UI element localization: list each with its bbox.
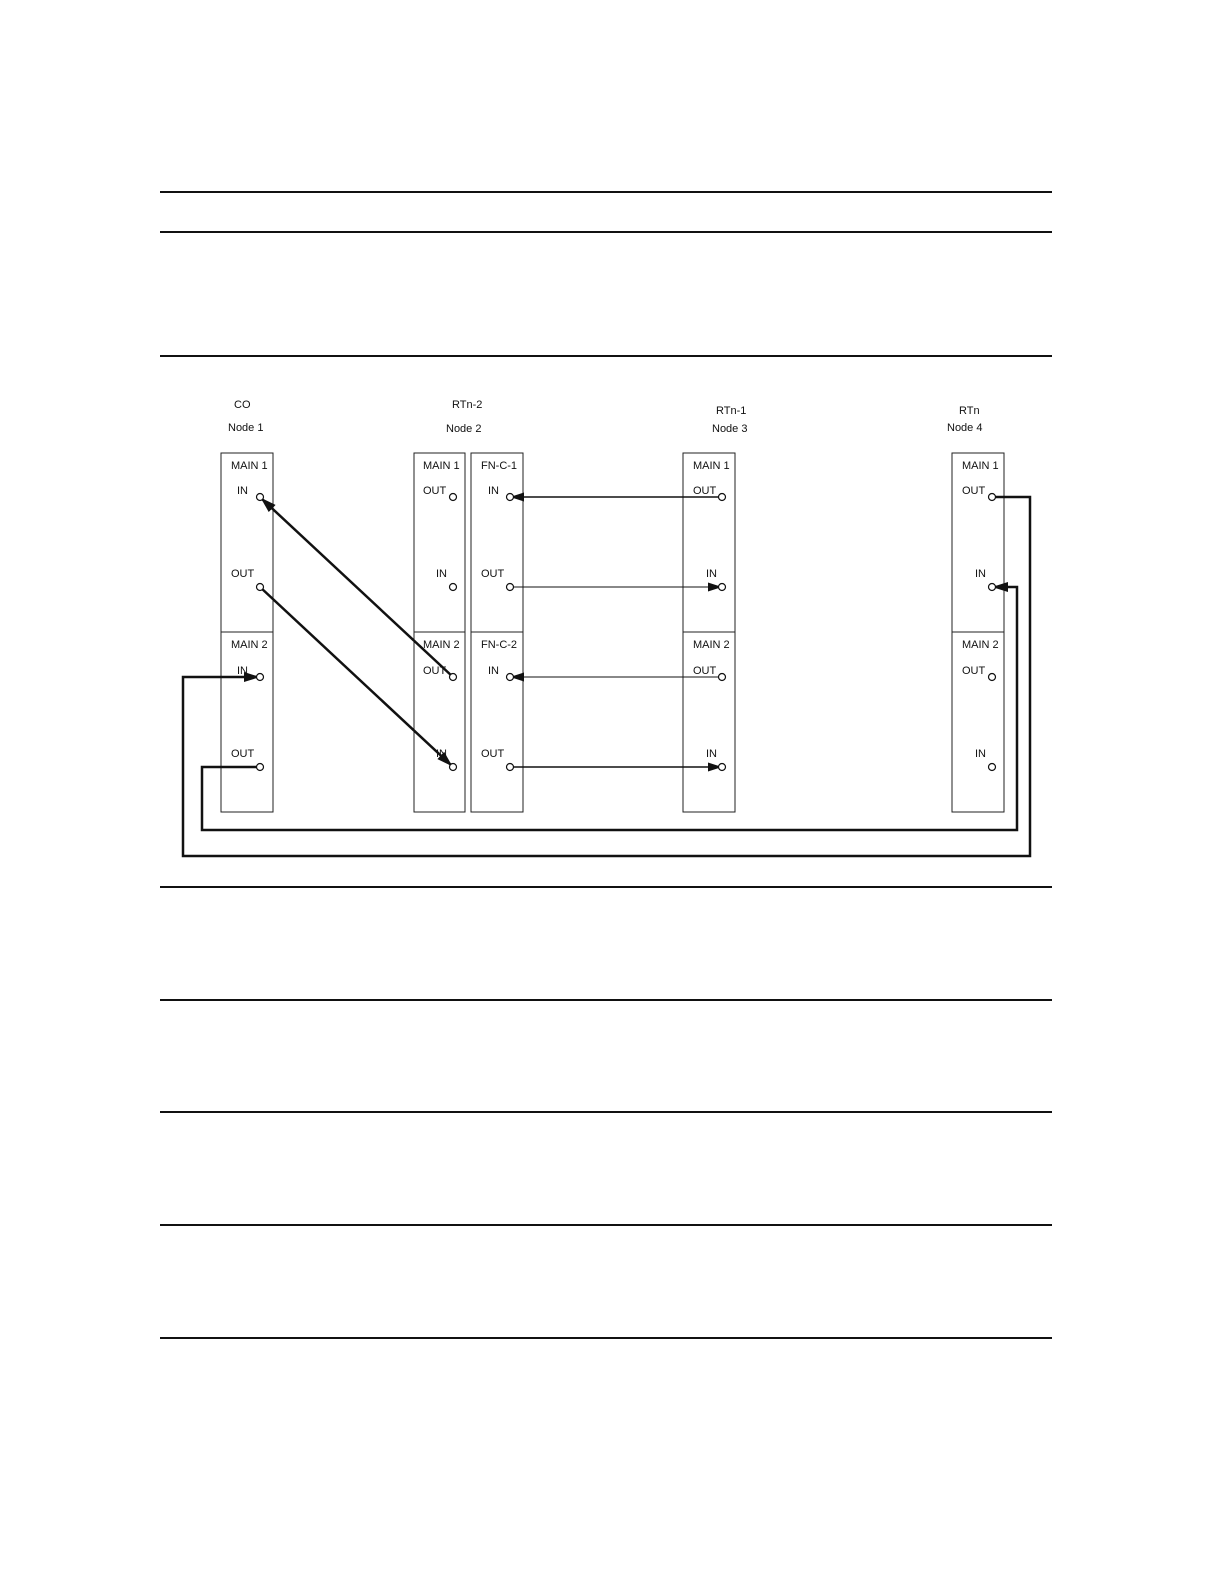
- port-node3-main1-out: [719, 494, 726, 501]
- node3-main1-in-label: IN: [706, 568, 717, 580]
- node2-fnc1-out-label: OUT: [481, 568, 505, 580]
- node1-main1-card: [221, 453, 273, 632]
- node1-site-label: CO: [234, 399, 251, 411]
- port-node2-fnc2-in: [507, 674, 514, 681]
- node4-site-label: RTn: [959, 405, 980, 417]
- port-node2-main2-in: [450, 764, 457, 771]
- node1-main1-in-label: IN: [237, 485, 248, 497]
- node2-main1-out-label: OUT: [423, 485, 447, 497]
- node2-fnc2-label: FN-C-2: [481, 639, 518, 651]
- port-node4-main1-out: [989, 494, 996, 501]
- node2-fnc2-card: [471, 632, 523, 812]
- node3-main2-out-label: OUT: [693, 665, 717, 677]
- node3-main1-out-label: OUT: [693, 485, 717, 497]
- node4-main1-label: MAIN 1: [962, 460, 999, 472]
- node2-site-label: RTn-2: [452, 399, 483, 411]
- port-node3-main2-out: [719, 674, 726, 681]
- node2-main1-card: [414, 453, 465, 632]
- port-node4-main2-out: [989, 674, 996, 681]
- node1-main2-card: [221, 632, 273, 812]
- node1-main2-out-label: OUT: [231, 748, 255, 760]
- node2-main1-in-label: IN: [436, 568, 447, 580]
- port-node2-main2-out: [450, 674, 457, 681]
- port-node1-main2-in: [257, 674, 264, 681]
- node1-main1-out-label: OUT: [231, 568, 255, 580]
- node2-main1-label: MAIN 1: [423, 460, 460, 472]
- port-node4-main1-in: [989, 584, 996, 591]
- node4-main2-card: [952, 632, 1004, 812]
- port-node3-main1-in: [719, 584, 726, 591]
- port-markers: [257, 494, 996, 771]
- port-node1-main2-out: [257, 764, 264, 771]
- port-node2-fnc2-out: [507, 764, 514, 771]
- node2-main2-in-label: IN: [436, 748, 447, 760]
- node4-main2-label: MAIN 2: [962, 639, 999, 651]
- node4-main1-in-label: IN: [975, 568, 986, 580]
- node3-site-label: RTn-1: [716, 405, 747, 417]
- node1-main2-label: MAIN 2: [231, 639, 268, 651]
- port-node1-main1-in: [257, 494, 264, 501]
- port-node4-main2-in: [989, 764, 996, 771]
- node3-main2-card: [683, 632, 735, 812]
- node4-number-label: Node 4: [947, 422, 983, 434]
- node3-main2-in-label: IN: [706, 748, 717, 760]
- node2-number-label: Node 2: [446, 423, 482, 435]
- node2-fnc2-out-label: OUT: [481, 748, 505, 760]
- link-n2-main2-out-to-n1-main1-in: [262, 499, 453, 677]
- node4-main1-card: [952, 453, 1004, 632]
- port-node2-main1-out: [450, 494, 457, 501]
- port-node1-main1-out: [257, 584, 264, 591]
- node1-main2-in-label: IN: [237, 665, 248, 677]
- node3-main1-card: [683, 453, 735, 632]
- node2-fnc2-in-label: IN: [488, 665, 499, 677]
- node1-number-label: Node 1: [228, 422, 264, 434]
- link-n1-main2-out-to-n4-main1-in: [202, 587, 1017, 830]
- node3-main1-label: MAIN 1: [693, 460, 730, 472]
- port-node2-main1-in: [450, 584, 457, 591]
- node4-main2-out-label: OUT: [962, 665, 986, 677]
- port-node2-fnc1-in: [507, 494, 514, 501]
- node3-main2-label: MAIN 2: [693, 639, 730, 651]
- node3-number-label: Node 3: [712, 423, 748, 435]
- node4-main2-in-label: IN: [975, 748, 986, 760]
- port-node3-main2-in: [719, 764, 726, 771]
- port-node2-fnc1-out: [507, 584, 514, 591]
- node2-fnc1-in-label: IN: [488, 485, 499, 497]
- node2-main2-card: [414, 632, 465, 812]
- node4-main1-out-label: OUT: [962, 485, 986, 497]
- node1-main1-label: MAIN 1: [231, 460, 268, 472]
- node2-main2-label: MAIN 2: [423, 639, 460, 651]
- node2-main2-out-label: OUT: [423, 665, 447, 677]
- node2-fnc1-label: FN-C-1: [481, 460, 518, 472]
- node2-fnc1-card: [471, 453, 523, 632]
